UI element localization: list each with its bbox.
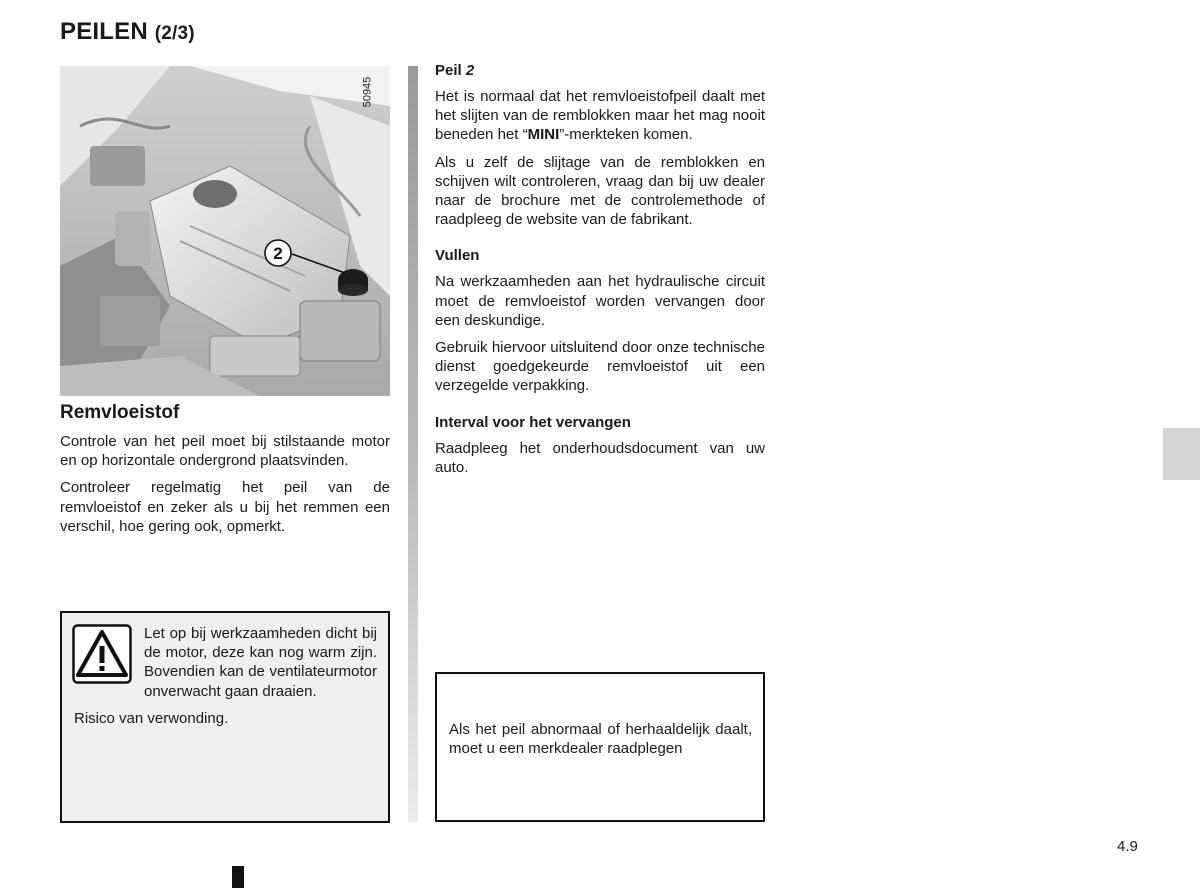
paragraph: Raadpleeg het onderhoudsdocument van uw auto. (435, 439, 765, 476)
paragraph: Controleer regelmatig het peil van de remvloeistof en zeker als u bij het remmen een verschil, hoe gering ook, opmerkt. (60, 479, 390, 535)
info-box (435, 672, 765, 822)
callout-number: 2 (273, 244, 283, 263)
page-title (60, 18, 195, 46)
chapter-tab (1163, 428, 1200, 480)
warning-paragraph: Risico van verwonding. (74, 709, 229, 727)
info-box-text: Als het peil abnormaal of herhaaldelijk daalt, moet u een merkdealer raadplegen (449, 721, 752, 758)
warning-box (60, 611, 390, 823)
paragraph: Controle van het peil moet bij stilstaande motor en op horizontale ondergrond plaatsvinden. (60, 433, 390, 470)
section-heading-brake-fluid: Remvloeistof (60, 402, 180, 423)
page-number: 4.9 (1117, 838, 1138, 855)
warning-text (74, 624, 377, 728)
section-heading-interval: Interval voor het vervangen (435, 413, 631, 431)
section-heading-filling: Vullen (435, 247, 480, 265)
warning-paragraph: Let op bij werkzaamheden dicht bij de motor, deze kan nog warm zijn. Bovendien kan de ventilateurmotor onverwacht gaan draaien. (144, 625, 377, 700)
right-column-text (435, 62, 765, 477)
column-divider (408, 66, 418, 822)
page-title-part: (2/3) (154, 23, 195, 44)
page-title-main: PEILEN (60, 18, 148, 45)
figure-code-text: 50945 (361, 76, 374, 108)
engine-bay-illustration (60, 66, 390, 396)
section-heading-level: Peil 2 (435, 62, 475, 79)
paragraph: Gebruik hiervoor uitsluitend door onze technische dienst goedgekeurde remvloeistof uit een verzegelde verpakking. (435, 339, 765, 395)
level-number: 2 (465, 62, 475, 79)
paragraph: Het is normaal dat het remvloeistofpeil daalt met het slijten van de remblokken maar het mag nooit beneden het “MINI”-merkteken komen. (435, 88, 765, 144)
mini-mark-label: MINI (527, 126, 560, 144)
paragraph: Als u zelf de slijtage van de remblokken en schijven wilt controleren, vraag dan bij uw dealer naar de brochure met de controlemethode of raadpleeg de website van de fabrikant. (435, 153, 765, 229)
paragraph: Na werkzaamheden aan het hydraulische circuit moet de remvloeistof worden vervangen door een deskundige. (435, 273, 765, 329)
left-column-text (60, 402, 390, 536)
figure-code (361, 70, 386, 118)
bottom-crop-mark (232, 866, 244, 888)
